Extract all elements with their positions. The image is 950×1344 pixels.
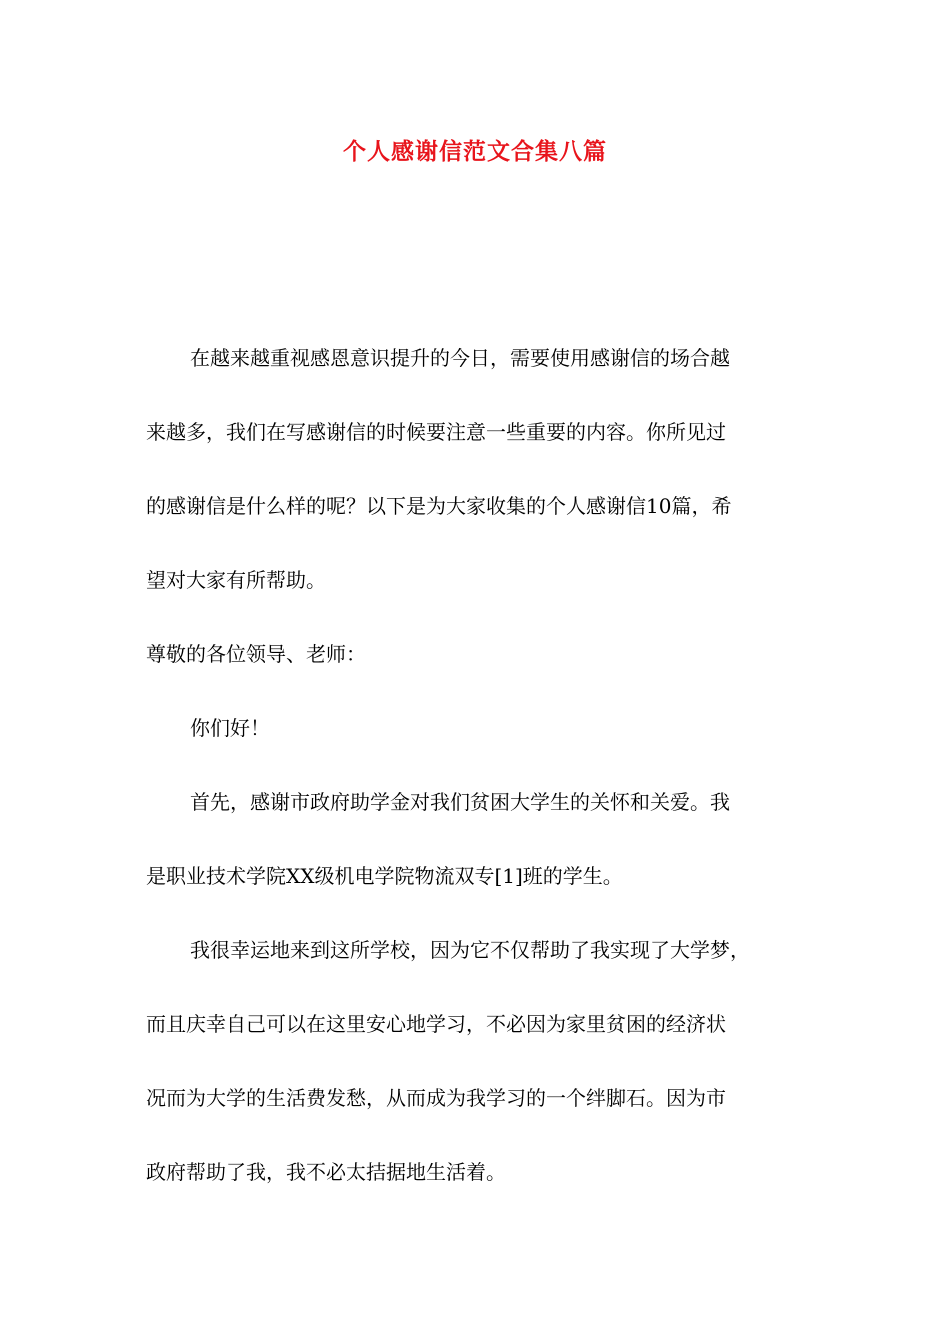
text-line: 是职业技术学院XX级机电学院物流双专[1]班的学生。 (146, 864, 623, 888)
intro-paragraph (146, 321, 808, 617)
text-line: 望对大家有所帮助。 (146, 568, 326, 592)
document-title: 个人感谢信范文合集八篇 (343, 138, 607, 165)
text-line: 在越来越重视感恩意识提升的今日，需要使用感谢信的场合越 (190, 346, 730, 370)
text-line: 我很幸运地来到这所学校，因为它不仅帮助了我实现了大学梦， (190, 938, 750, 962)
text-line: 来越多，我们在写感谢信的时候要注意一些重要的内容。你所见过 (146, 420, 726, 444)
greeting: 你们好！ (190, 716, 270, 740)
document-body (146, 321, 808, 1209)
body-paragraph-1 (146, 765, 808, 913)
text-line: 首先，感谢市政府助学金对我们贫困大学生的关怀和关爱。我 (190, 790, 730, 814)
salutation: 尊敬的各位领导、老师： (146, 642, 366, 666)
text-line: 的感谢信是什么样的呢？以下是为大家收集的个人感谢信10篇，希 (146, 494, 732, 518)
body-paragraph-2 (146, 913, 808, 1209)
text-line: 政府帮助了我，我不必太拮据地生活着。 (146, 1160, 506, 1184)
text-line: 况而为大学的生活费发愁，从而成为我学习的一个绊脚石。因为市 (146, 1086, 726, 1110)
text-line: 而且庆幸自己可以在这里安心地学习，不必因为家里贫困的经济状 (146, 1012, 726, 1036)
